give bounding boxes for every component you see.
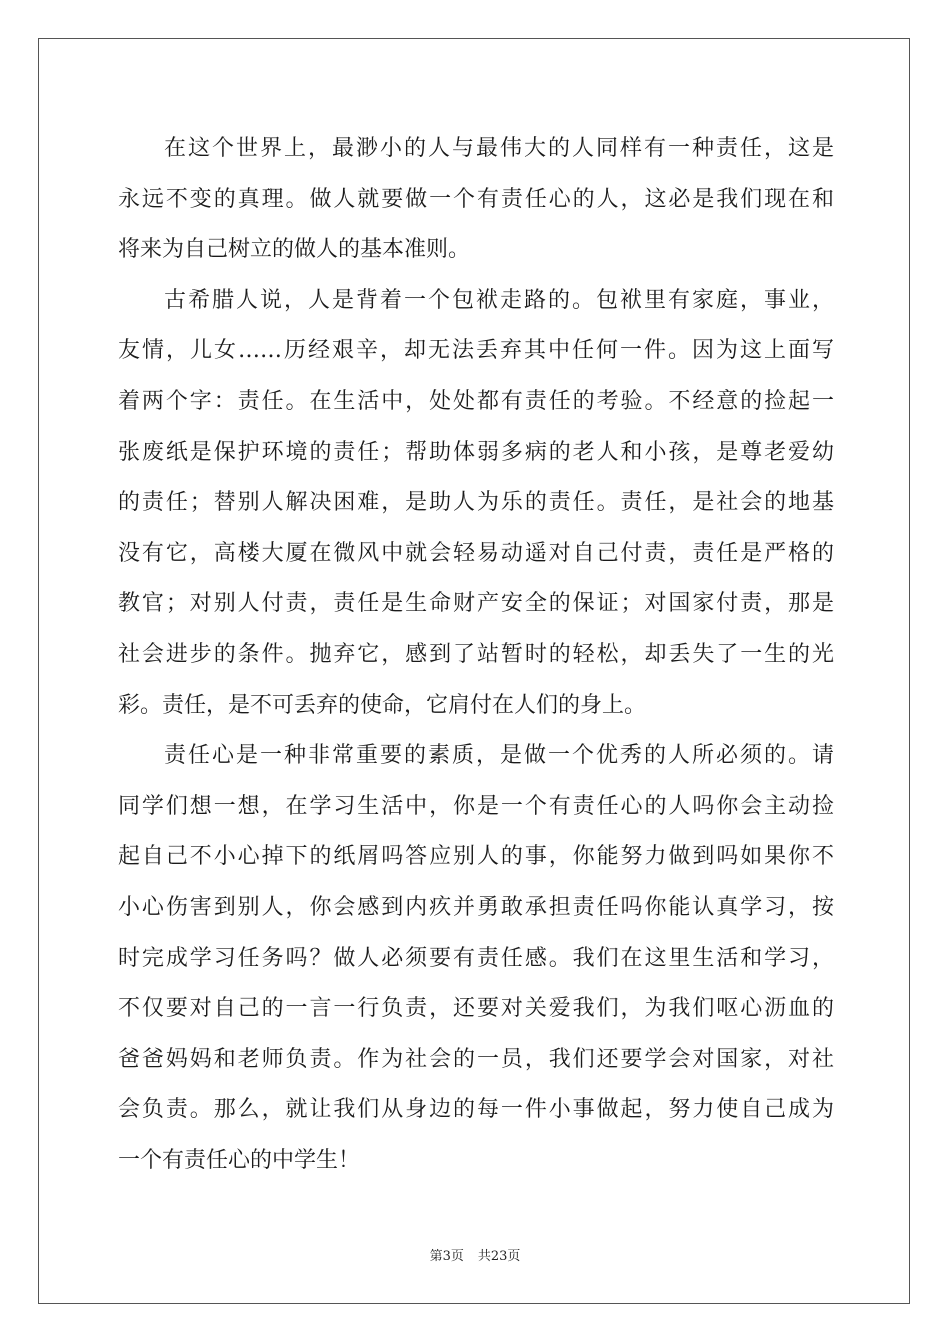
page-number: 第3页 xyxy=(429,1249,464,1264)
paragraph-2-line-1: 古希腊人说，人是背着一个包袱走路的。包袱里有家庭，事业， xyxy=(164,287,834,313)
paragraph-2-line-3: 着两个字：责任。在生活中，处处都有责任的考验。不经意的捡起一 xyxy=(118,388,834,414)
paragraph-3-line-3: 起自己不小心掉下的纸屑吗答应别人的事，你能努力做到吗如果你不 xyxy=(118,844,834,870)
paragraph-3-line-1: 责任心是一种非常重要的素质，是做一个优秀的人所必须的。请 xyxy=(164,743,834,769)
paragraph-2-line-5: 的责任；替别人解决困难，是助人为乐的责任。责任，是社会的地基 xyxy=(118,490,834,516)
paragraph-3-line-4: 小心伤害到别人，你会感到内疚并勇敢承担责任吗你能认真学习，按 xyxy=(118,894,834,920)
paragraph-3-line-7: 爸爸妈妈和老师负责。作为社会的一员，我们还要学会对国家，对社 xyxy=(118,1046,834,1072)
paragraph-2-line-7: 教官；对别人付责，责任是生命财产安全的保证；对国家付责，那是 xyxy=(118,591,834,617)
paragraph-1-line-1: 在这个世界上，最渺小的人与最伟大的人同样有一种责任，这是 xyxy=(164,136,834,161)
paragraph-1-line-3: 将来为自己树立的做人的基本准则。 xyxy=(118,237,471,263)
paragraph-3-line-6: 不仅要对自己的一言一行负责，还要对关爱我们，为我们呕心沥血的 xyxy=(118,996,834,1022)
paragraph-3-line-8: 会负责。那么，就让我们从身边的每一件小事做起，努力使自己成为 xyxy=(118,1097,834,1123)
paragraph-2-line-8: 社会进步的条件。抛弃它，感到了站暂时的轻松，却丢失了一生的光 xyxy=(118,641,834,667)
paragraph-2-line-9: 彩。责任，是不可丢弃的使命，它肩付在人们的身上。 xyxy=(118,692,647,718)
document-body xyxy=(118,124,834,1186)
page-total: 共23页 xyxy=(477,1249,521,1264)
paragraph-1-line-2: 永远不变的真理。做人就要做一个有责任心的人，这必是我们现在和 xyxy=(118,186,834,212)
paragraph-2-line-2: 友情，儿女……历经艰辛，却无法丢弃其中任何一件。因为这上面写 xyxy=(118,338,834,364)
paragraph-2-line-6: 没有它，高楼大厦在微风中就会轻易动遥对自己付责，责任是严格的 xyxy=(118,540,834,566)
paragraph-2-line-4: 张废纸是保护环境的责任；帮助体弱多病的老人和小孩，是尊老爱幼 xyxy=(118,439,834,465)
page-footer xyxy=(0,1245,950,1264)
paragraph-3-line-9: 一个有责任心的中学生！ xyxy=(118,1147,361,1173)
paragraph-3-line-2: 同学们想一想，在学习生活中，你是一个有责任心的人吗你会主动捡 xyxy=(118,793,834,819)
paragraph-3-line-5: 时完成学习任务吗？做人必须要有责任感。我们在这里生活和学习， xyxy=(118,945,834,971)
